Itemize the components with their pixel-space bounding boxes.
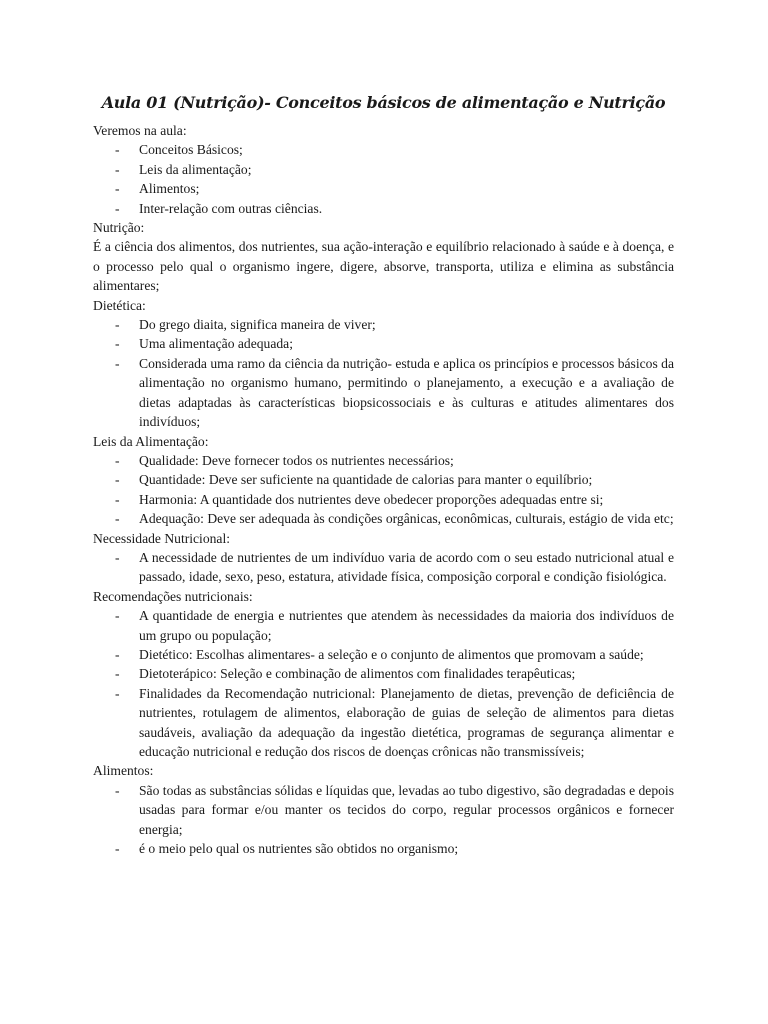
bullet-dash-icon: - — [115, 355, 120, 371]
list-item — [93, 451, 674, 470]
list-item — [93, 490, 674, 509]
list-item-text: Dietético: Escolhas alimentares- a seleção e o conjunto de alimentos que promovam a saúde; — [139, 646, 644, 662]
bullet-dash-icon: - — [115, 452, 120, 468]
list-item — [93, 160, 674, 179]
list-item-text: Inter-relação com outras ciências. — [139, 200, 323, 216]
bullet-list — [93, 451, 674, 529]
list-item-text: Alimentos; — [139, 181, 200, 197]
document-page — [93, 88, 674, 858]
section — [93, 529, 674, 587]
section-heading: Necessidade Nutricional: — [93, 530, 231, 546]
bullet-dash-icon: - — [115, 666, 120, 682]
bullet-list — [93, 606, 674, 761]
bullet-dash-icon: - — [115, 608, 120, 624]
list-item-text: Finalidades da Recomendação nutricional: Planejamento de dietas, prevenção de deficiência de nutrientes, rotulagem de alimentos, elaboração de guias de seleção de alimentos para dietas saudáveis, avaliação da adequação da ingestão dietética, programas de segurança alimentar e educação nutricional e redução dos riscos de doenças crônicas não transmissíveis; — [139, 685, 674, 759]
bullet-dash-icon: - — [115, 841, 120, 857]
list-item — [93, 509, 674, 528]
section-heading: Dietética: — [93, 297, 146, 313]
list-item — [93, 606, 674, 645]
list-item-text: A necessidade de nutrientes de um indivíduo varia de acordo com o seu estado nutricional atual e passado, idade, sexo, peso, estatura, atividade física, composição corporal e condição fisiológica. — [139, 549, 674, 585]
section — [93, 121, 674, 218]
section — [93, 761, 674, 858]
document-title: Aula 01 (Nutrição)- Conceitos básicos de alimentação e Nutrição — [101, 93, 666, 112]
list-item — [93, 199, 674, 218]
list-item-text: Dietoterápico: Seleção e combinação de alimentos com finalidades terapêuticas; — [139, 666, 576, 682]
list-item — [93, 548, 674, 587]
section-heading: Leis da Alimentação: — [93, 433, 209, 449]
bullet-dash-icon: - — [115, 200, 120, 216]
list-item-text: São todas as substâncias sólidas e líquidas que, levadas ao tubo digestivo, são degradadas e depois usadas para formar e/ou manter os tecidos do corpo, regular processos orgânicos e fornecer energia; — [139, 782, 674, 837]
list-item — [93, 315, 674, 334]
list-item — [93, 664, 674, 683]
list-item — [93, 140, 674, 159]
bullet-dash-icon: - — [115, 491, 120, 507]
section-heading: Nutrição: — [93, 220, 145, 236]
bullet-dash-icon: - — [115, 782, 120, 798]
list-item-text: Leis da alimentação; — [139, 161, 252, 177]
list-item-text: Qualidade: Deve fornecer todos os nutrientes necessários; — [139, 452, 454, 468]
list-item — [93, 354, 674, 432]
bullet-list — [93, 140, 674, 218]
bullet-dash-icon: - — [115, 161, 120, 177]
section — [93, 218, 674, 296]
bullet-dash-icon: - — [115, 336, 120, 352]
list-item-text: é o meio pelo qual os nutrientes são obtidos no organismo; — [139, 841, 459, 857]
list-item-text: Harmonia: A quantidade dos nutrientes deve obedecer proporções adequadas entre si; — [139, 491, 604, 507]
bullet-list — [93, 315, 674, 431]
bullet-dash-icon: - — [115, 511, 120, 527]
list-item — [93, 839, 674, 858]
bullet-dash-icon: - — [115, 472, 120, 488]
bullet-dash-icon: - — [115, 549, 120, 565]
bullet-list — [93, 781, 674, 859]
list-item — [93, 470, 674, 489]
list-item — [93, 179, 674, 198]
bullet-dash-icon: - — [115, 685, 120, 701]
bullet-list — [93, 548, 674, 587]
list-item-text: Conceitos Básicos; — [139, 142, 243, 158]
list-item-text: Uma alimentação adequada; — [139, 336, 293, 352]
section — [93, 432, 674, 529]
document-body — [93, 121, 674, 858]
list-item-text: A quantidade de energia e nutrientes que atendem às necessidades da maioria dos indivíduos de um grupo ou população; — [139, 608, 674, 643]
bullet-dash-icon: - — [115, 646, 120, 662]
bullet-dash-icon: - — [115, 317, 120, 333]
list-item — [93, 334, 674, 353]
list-item — [93, 645, 674, 664]
section-heading: Alimentos: — [93, 763, 154, 779]
list-item-text: Adequação: Deve ser adequada às condições orgânicas, econômicas, culturais, estágio de vida etc; — [139, 511, 674, 527]
bullet-dash-icon: - — [115, 142, 120, 158]
section — [93, 587, 674, 762]
section — [93, 296, 674, 432]
section-paragraph: É a ciência dos alimentos, dos nutrientes, sua ação-interação e equilíbrio relacionado à saúde e à doença, e o processo pelo qual o organismo ingere, digere, absorve, transporta, utiliza e elimina as substância alimentares; — [93, 239, 674, 294]
section-heading: Veremos na aula: — [93, 123, 187, 138]
list-item — [93, 684, 674, 762]
list-item-text: Considerada uma ramo da ciência da nutrição- estuda e aplica os princípios e processos básicos da alimentação no organismo humano, permitindo o planejamento, a execução e a avaliação de dietas adaptadas às características biopsicossociais e às culturas e atitudes alimentares dos indivíduos; — [139, 355, 674, 430]
list-item-text: Do grego diaita, significa maneira de viver; — [139, 317, 376, 333]
bullet-dash-icon: - — [115, 181, 120, 197]
section-heading: Recomendações nutricionais: — [93, 588, 253, 604]
list-item — [93, 781, 674, 839]
list-item-text: Quantidade: Deve ser suficiente na quantidade de calorias para manter o equilíbrio; — [139, 472, 593, 488]
